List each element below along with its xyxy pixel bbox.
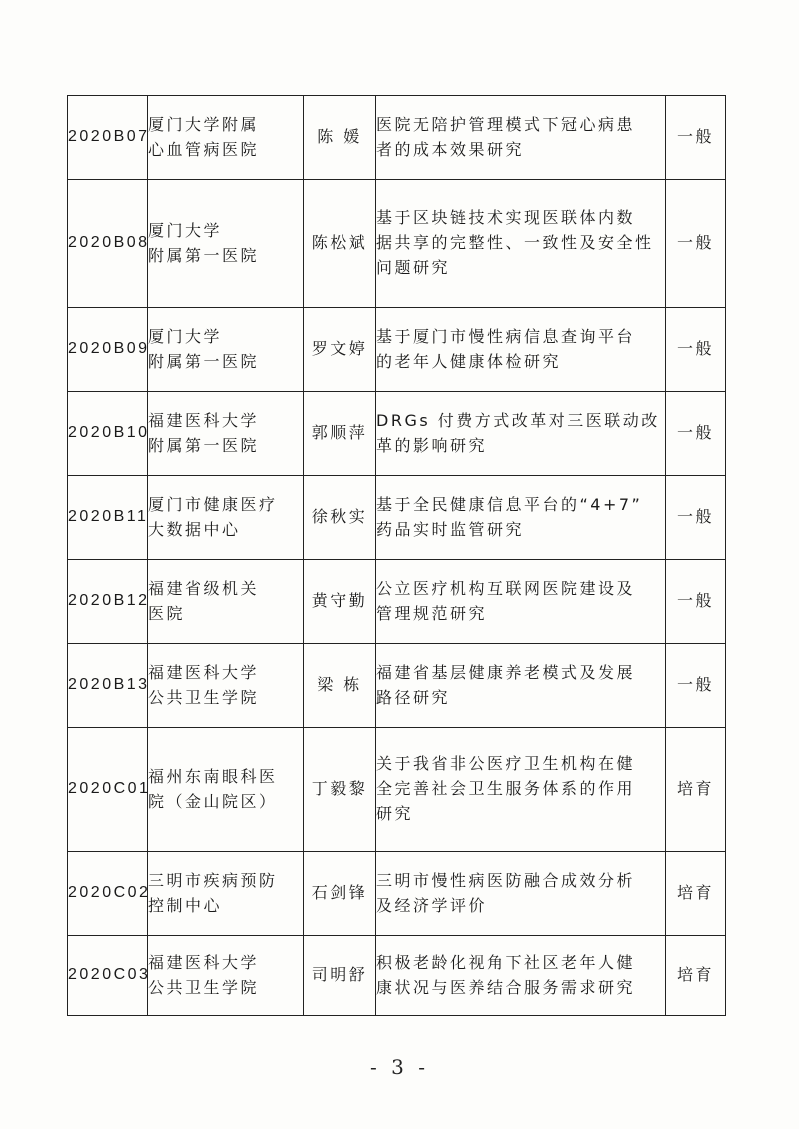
- project-code: 2020B08: [68, 234, 150, 252]
- project-level: 一般: [676, 423, 714, 443]
- project-leader: 石剑锋: [311, 883, 368, 903]
- project-code: 2020C02: [68, 884, 151, 902]
- project-code: 2020B11: [68, 508, 149, 526]
- project-code-cell: [68, 560, 148, 644]
- applicant-unit: 三明市疾病预防 控制中心: [148, 870, 278, 915]
- project-code: 2020C03: [68, 966, 151, 984]
- project-leader: 丁毅黎: [311, 779, 368, 799]
- applicant-unit: 福州东南眼科医 院（金山院区）: [148, 766, 278, 811]
- project-code-cell: [68, 308, 148, 392]
- applicant-unit-cell: [148, 476, 304, 560]
- applicant-unit-cell: [148, 936, 304, 1016]
- project-leader: 司明舒: [311, 965, 368, 985]
- project-level: 一般: [676, 507, 714, 527]
- project-title-cell: [376, 852, 666, 936]
- project-level: 一般: [676, 233, 714, 253]
- project-title-cell: [376, 560, 666, 644]
- project-title-cell: [376, 96, 666, 180]
- project-level: 一般: [676, 591, 714, 611]
- project-title: 关于我省非公医疗卫生机构在健 全完善社会卫生服务体系的作用 研究: [376, 754, 636, 823]
- project-leader: 罗文婷: [311, 339, 368, 359]
- project-title: DRGs 付费方式改革对三医联动改 革的影响研究: [376, 410, 660, 455]
- table-row: [68, 852, 726, 936]
- table-row: [68, 476, 726, 560]
- project-title: 福建省基层健康养老模式及发展 路径研究: [376, 662, 636, 707]
- project-level: 一般: [676, 127, 714, 147]
- project-title: 积极老龄化视角下社区老年人健 康状况与医养结合服务需求研究: [376, 952, 636, 997]
- project-title-cell: [376, 728, 666, 852]
- applicant-unit-cell: [148, 728, 304, 852]
- project-code: 2020B07: [68, 128, 150, 146]
- project-level: 培育: [676, 883, 714, 903]
- project-leader: 黄守勤: [311, 591, 368, 611]
- table-row: [68, 392, 726, 476]
- project-code-cell: [68, 476, 148, 560]
- project-level-cell: [666, 560, 726, 644]
- table-row: [68, 728, 726, 852]
- table-row: [68, 308, 726, 392]
- applicant-unit-cell: [148, 644, 304, 728]
- project-code-cell: [68, 936, 151, 1016]
- applicant-unit: 福建省级机关 医院: [148, 578, 260, 623]
- project-level-cell: [666, 728, 726, 852]
- project-title-cell: [376, 308, 666, 392]
- applicant-unit: 厦门市健康医疗 大数据中心: [148, 494, 278, 539]
- applicant-unit: 厦门大学附属 心血管病医院: [148, 114, 260, 159]
- project-level-cell: [666, 96, 726, 180]
- project-leader-cell: [304, 728, 376, 852]
- project-code: 2020C01: [68, 780, 151, 798]
- applicant-unit: 福建医科大学 公共卫生学院: [148, 952, 260, 997]
- project-title-cell: [376, 476, 666, 560]
- table-row: [68, 96, 726, 180]
- project-code-cell: [68, 852, 151, 936]
- project-title-cell: [376, 936, 666, 1016]
- applicant-unit-cell: [148, 308, 304, 392]
- project-leader-cell: [304, 644, 376, 728]
- project-level-cell: [666, 392, 726, 476]
- project-leader-cell: [304, 392, 376, 476]
- project-leader: 陈松斌: [311, 233, 368, 253]
- project-level: 培育: [676, 965, 714, 985]
- project-level: 一般: [676, 339, 714, 359]
- project-code: 2020B10: [68, 424, 150, 442]
- table-row: [68, 644, 726, 728]
- project-leader-cell: [304, 96, 376, 180]
- applicant-unit: 厦门大学 附属第一医院: [148, 326, 260, 371]
- applicant-unit-cell: [148, 560, 304, 644]
- project-leader: 陈 媛: [317, 127, 362, 147]
- project-leader-cell: [304, 180, 376, 308]
- project-code-cell: [68, 392, 148, 476]
- page-number: - 3 -: [370, 1055, 429, 1079]
- project-level: 培育: [676, 779, 714, 799]
- applicant-unit-cell: [148, 180, 304, 308]
- project-title: 公立医疗机构互联网医院建设及 管理规范研究: [376, 578, 636, 623]
- project-title: 医院无陪护管理模式下冠心病患 者的成本效果研究: [376, 114, 636, 159]
- project-title: 三明市慢性病医防融合成效分析 及经济学评价: [376, 870, 636, 915]
- applicant-unit: 福建医科大学 公共卫生学院: [148, 662, 260, 707]
- project-title-cell: [376, 392, 666, 476]
- project-table-body: [68, 96, 726, 1016]
- project-title: 基于厦门市慢性病信息查询平台 的老年人健康体检研究: [376, 326, 636, 371]
- applicant-unit-cell: [148, 392, 304, 476]
- applicant-unit: 厦门大学 附属第一医院: [148, 220, 260, 265]
- project-code-cell: [68, 96, 148, 180]
- project-level-cell: [666, 936, 726, 1016]
- project-level-cell: [666, 476, 726, 560]
- project-level: 一般: [676, 675, 714, 695]
- project-leader-cell: [304, 852, 376, 936]
- project-code: 2020B13: [68, 676, 150, 694]
- project-code: 2020B12: [68, 592, 150, 610]
- project-leader-cell: [304, 308, 376, 392]
- project-leader: 梁 栋: [317, 675, 362, 695]
- project-leader: 徐秋实: [311, 507, 368, 527]
- project-leader: 郭顺萍: [311, 423, 368, 443]
- applicant-unit: 福建医科大学 附属第一医院: [148, 410, 260, 455]
- applicant-unit-cell: [148, 852, 304, 936]
- project-code-cell: [68, 180, 148, 308]
- project-title: 基于区块链技术实现医联体内数 据共享的完整性、一致性及安全性 问题研究: [376, 208, 654, 277]
- project-code: 2020B09: [68, 340, 150, 358]
- applicant-unit-cell: [148, 96, 304, 180]
- table-row: [68, 936, 726, 1016]
- project-leader-cell: [304, 476, 376, 560]
- project-leader-cell: [304, 560, 376, 644]
- project-title: 基于全民健康信息平台的“4+7” 药品实时监管研究: [376, 494, 643, 539]
- project-title-cell: [376, 644, 666, 728]
- table-row: [68, 560, 726, 644]
- project-table: [67, 95, 726, 1016]
- project-level-cell: [666, 180, 726, 308]
- project-code-cell: [68, 728, 151, 852]
- project-leader-cell: [304, 936, 376, 1016]
- table-row: [68, 180, 726, 308]
- project-level-cell: [666, 852, 726, 936]
- project-level-cell: [666, 308, 726, 392]
- project-level-cell: [666, 644, 726, 728]
- project-code-cell: [68, 644, 148, 728]
- project-title-cell: [376, 180, 666, 308]
